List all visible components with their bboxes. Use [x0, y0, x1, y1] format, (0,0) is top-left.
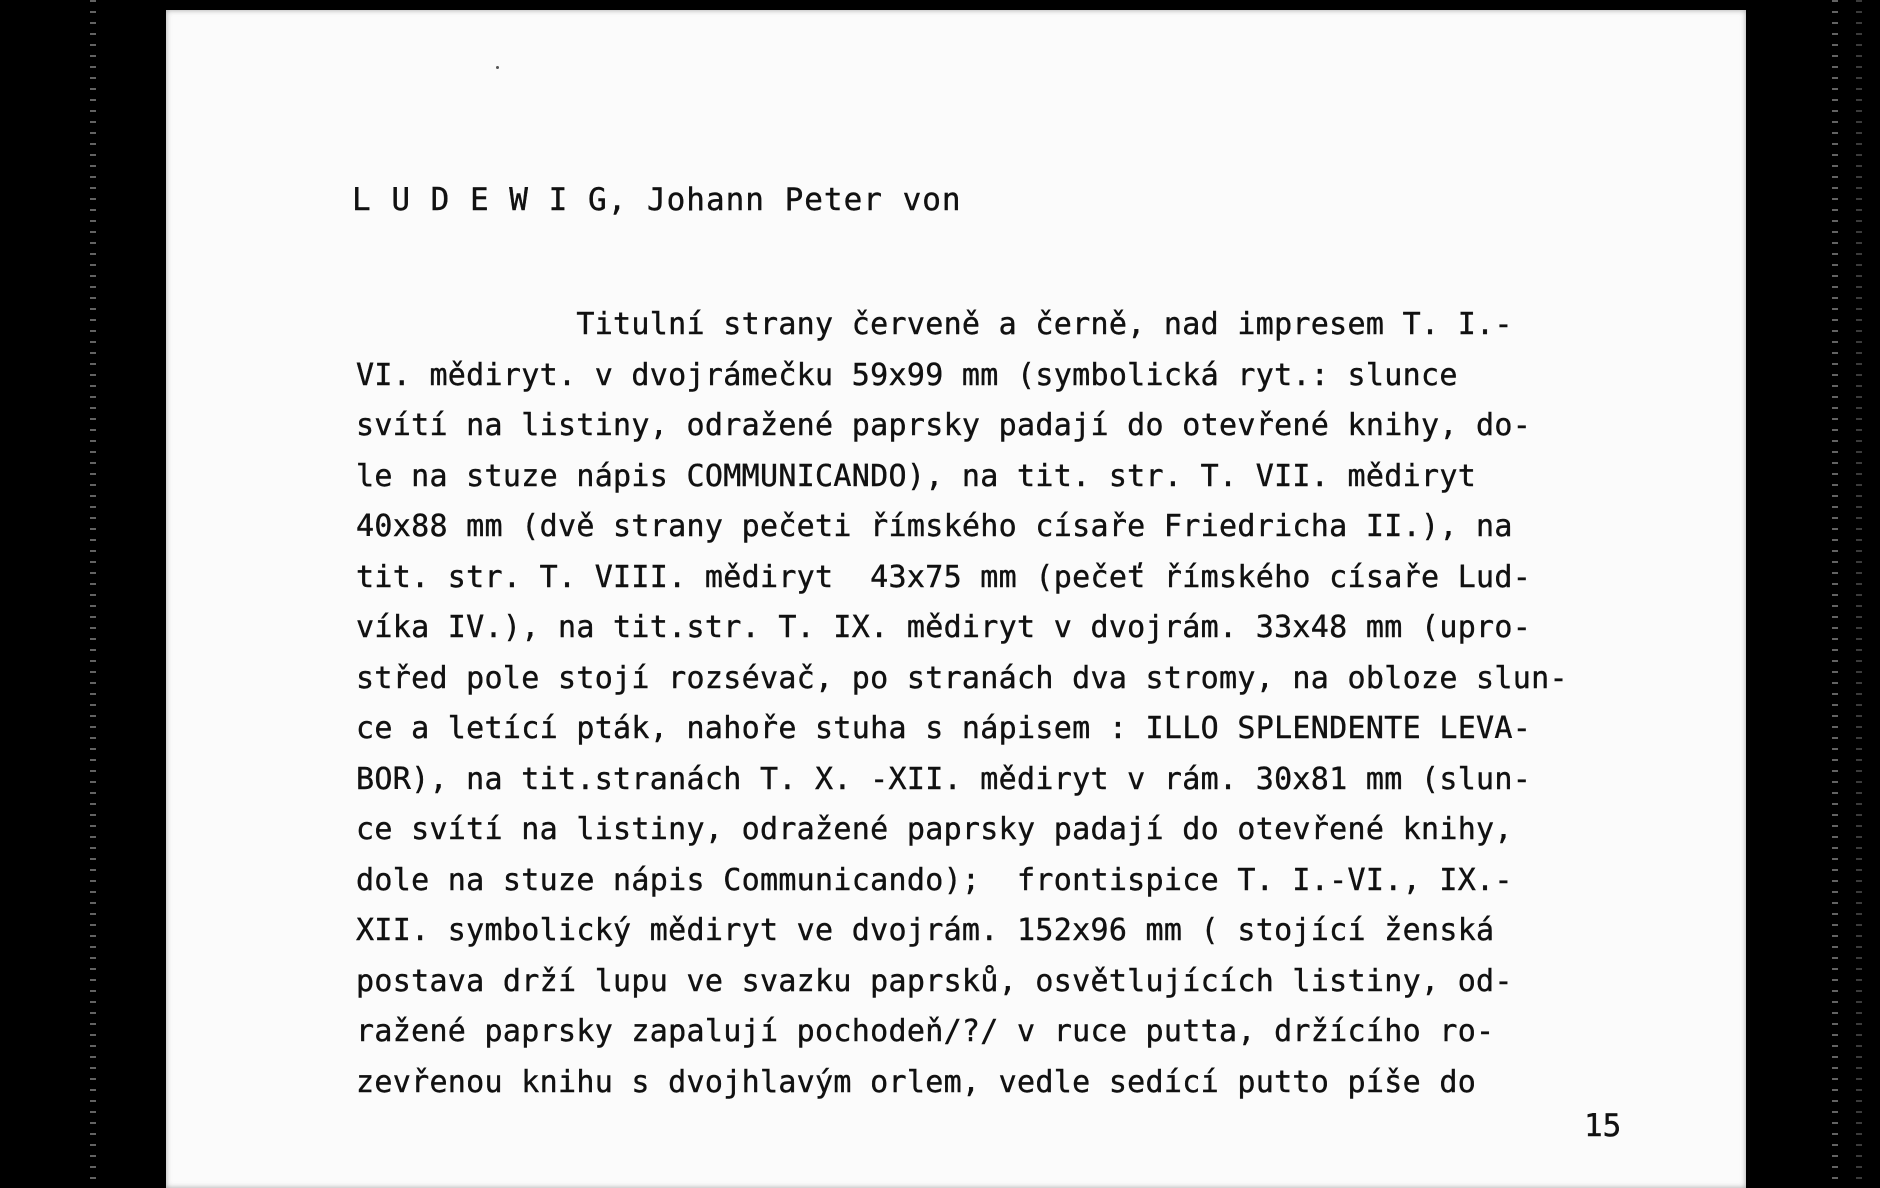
- body-line: XII. symbolický mědiryt ve dvojrám. 152x96 mm ( stojící ženská: [356, 913, 1495, 948]
- catalog-card: [166, 10, 1746, 1188]
- dust-speck: [496, 66, 499, 69]
- film-edge-right-inner: [1856, 0, 1862, 1188]
- body-line: le na stuze nápis COMMUNICANDO), na tit. str. T. VII. mědiryt: [356, 458, 1477, 494]
- body-line: zevřenou knihu s dvojhlavým orlem, vedle sedící putto píše do: [356, 1064, 1477, 1100]
- body-line: postava drží lupu ve svazku paprsků, osvětlujících listiny, od-: [356, 963, 1513, 999]
- body-line: víka IV.), na tit.str. T. IX. mědiryt v dvojrám. 33x48 mm (upro-: [356, 610, 1532, 645]
- body-line: BOR), na tit.stranách T. X. -XII. mědiryt v rám. 30x81 mm (slun-: [356, 761, 1532, 797]
- film-edge-right: [1832, 0, 1838, 1188]
- body-line: 40x88 mm (dvě strany pečeti římského císaře Friedricha II.), na: [356, 509, 1513, 544]
- entry-body: [356, 300, 1568, 1108]
- body-line: tit. str. T. VIII. mědiryt 43x75 mm (pečeť římského císaře Lud-: [356, 559, 1532, 595]
- entry-heading: L U D E W I G, Johann Peter von: [352, 182, 962, 218]
- body-line: dole na stuze nápis Communicando); frontispice T. I.-VI., IX.-: [356, 862, 1513, 898]
- body-line: ražené paprsky zapalují pochodeň/?/ v ruce putta, držícího ro-: [356, 1014, 1495, 1049]
- body-line: VI. mědiryt. v dvojrámečku 59x99 mm (symbolická ryt.: slunce: [356, 357, 1458, 393]
- body-line: ce a letící pták, nahoře stuha s nápisem : ILLO SPLENDENTE LEVA-: [356, 711, 1532, 746]
- film-edge-left: [90, 0, 96, 1188]
- page-number: 15: [1584, 1108, 1622, 1144]
- body-line: Titulní strany červeně a černě, nad impresem T. I.-: [356, 307, 1513, 342]
- body-line: svítí na listiny, odražené paprsky padají do otevřené knihy, do-: [356, 408, 1532, 443]
- body-line: střed pole stojí rozsévač, po stranách dva stromy, na obloze slun-: [356, 660, 1568, 696]
- body-line: ce svítí na listiny, odražené paprsky padají do otevřené knihy,: [356, 812, 1513, 847]
